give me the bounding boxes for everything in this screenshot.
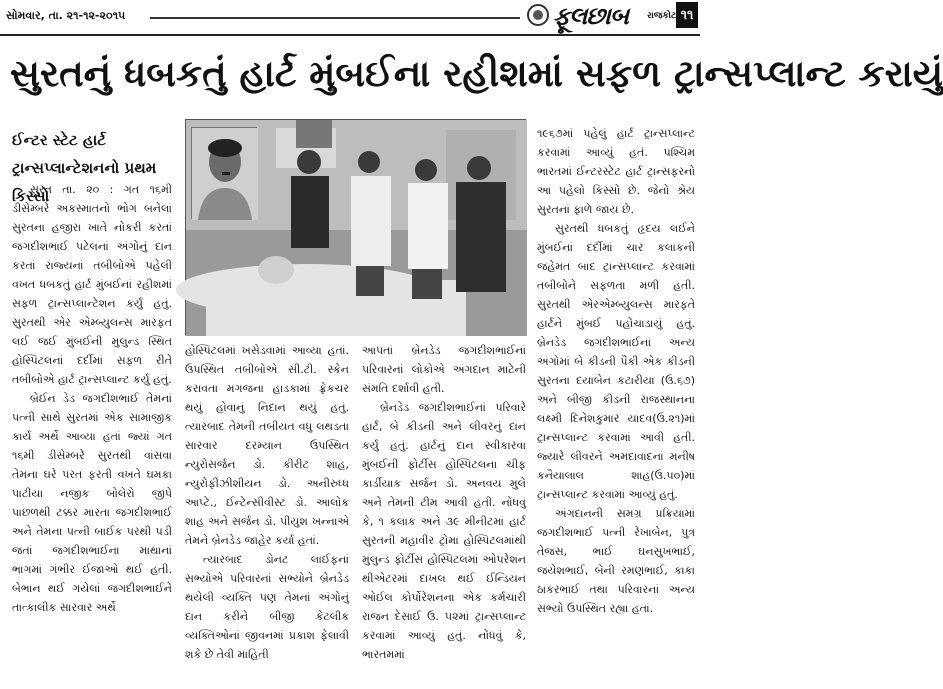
issue-date: સોમવાર, તા. ૨૧-૧૨-૨૦૧૫ (6, 9, 126, 22)
edition-label: રાજકોટ (647, 11, 677, 21)
article-column-1 (12, 180, 172, 685)
page-header (0, 0, 700, 36)
page-number: ૧૧ (676, 2, 698, 28)
newspaper-logo: ફૂલછાબ (553, 2, 628, 30)
paragraph: ત્યારબાદ ડોનટ લાઈફનાં સભ્યોએ પરિવારનાં સભ્યોને બ્રેનડેડ થયેલી વ્યક્તિ પણ તેમનાં અંગોનું દાન કરીને બીજી કેટલીક વ્યક્તિઓનાં જીવનમાં પ્રકાશ ફેલાવી શકે છે તેવી માહિતી (185, 553, 349, 661)
article-headline: સુરતનું ધબકતું હાર્ટ મુંબઈના રહીશમાં સફળ ટ્રાન્સપ્લાન્ટ કરાયું (10, 52, 943, 95)
paragraph: અંગદાનની સમગ્ર પ્રક્રિયામાં જગદીશભાઈ પત્ની રેખાબેન, પુત્ર તેજસ, ભાઈ ઘનસુખભાઈ, જયેશભાઈ, બેની રમણભાઈ, કાકા ઠાકરભાઈ તથા પરિવારનાં અન્ય સભ્યો ઉપસ્થિત રહ્યા હતાં. (537, 507, 695, 615)
paragraph: સુરતથી ધબકતું હૃદય લઈને મુંબઈનાં દર્દીમાં ચાર કલાકની જહેમત બાદ ટ્રાન્સપ્લાન્ટ કરવામાં તબીબોને સફળતા મળી હતી. સુરતથી એરએમ્બ્યુલન્સ મારફતે હાર્ટને મુંબઈ પહોંચાડાયું હતું. બ્રેનડેડ જગદીશભાઈનાં અન્ય અંગોમાં બે કીડની પૈકી એક કીડની સુરતના દયાબેન કટારીયા (ઉ.૬૭) અને બીજી કીડની રાજસ્થાનના લક્ષ્મી દિનેશકુમાર યાદવ(ઉ.૨૧)માં ટ્રાન્સપ્લાન્ટ કરવામાં આવી હતી. જ્યારે લીવરને અમદાવાદનાં મનીષ કનૈયાલાલ શાહ(ઉ.૫૦)માં ટ્રાન્સપ્લાન્ટ કરવામાં આવ્યું હતું. (537, 222, 695, 501)
portrait-illustration (192, 128, 258, 220)
paragraph: સુરત તા. ૨૦ : ગત ૧૬મી ડીસેમ્બરે અકસ્માતનો ભોગ બનેલાં સુરતના હજીરા ખાતે નોકરી કરતાં જગદીશભાઈ પટેલનાં અંગોનું દાન કરતાં રાજ્યનાં તબીબોએ પહેલી વખત ધબકતું હાર્ટ મુંબઈનાં રહીશમાં સફળ ટ્રાન્સપ્લાન્ટેશન કર્યું હતું. સુરતથી એર એમ્બ્યુલન્સ મારફત લઈ જઈ મુંબઈની મુલુન્ડ સ્થિત હોસ્પિટલનાં દર્દીમાં સફળ રીતે તબીબોએ હાર્ટ ટ્રાન્સપ્લાન્ટ કર્યુ હતું. (12, 183, 172, 386)
paragraph: ૧૯૬૭માં પહેલું હાર્ટ ટ્રાન્સપ્લાન્ટ કરવામાં આવ્યું હતં. પશ્ચિમ ભારતમાં ઈન્ટરસ્ટેટ હાર્ટ ટ્રાન્સફરનો આ પહેલો કિસ્સો છે. જેનો શ્રેય સુરતનાં ફાળે જાય છે. (537, 127, 695, 216)
paragraph: બ્રેનડેડ જગદીશભાઈનાં પરિવારે હાર્ટ, બે કીડની અને લીવરનું દાન કર્યુ હતું. હાર્ટનું દાન સ્વીકારવા મુંબઈની ફોર્ટીસ હોસ્પિટલના ચીફ કાર્ડીયાક સર્જન ડો. અનવય મુલે અને તેમની ટીમ આવી હતી. નોંધવું કે, ૧ કલાક અને ૩૯ મીનીટમાં હાર્ટ સુરતની મહાવીર ટ્રોમા હોસ્પિટલમાંથી મુલુન્ડ ફોર્ટીસ હોસ્પિટલમાં ઓપરેશન થીએટરમાં દાખલ થઈ ઈન્ડિયન ઓઈલ કોર્પોરેશનના એક કર્મચારી રાજન દેસાઈ ઉ. ૫૨માં ટ્રાન્સપ્લાન્ટ કરવામાં આવ્યું હતું. નોંધવું કે, ભારતમમાં (362, 401, 526, 661)
article-column-2 (185, 341, 349, 685)
paragraph: હોસ્પિટલમાં ખસેડવામાં આવ્યા હતાં. ઉપસ્થિત તબીબોએ સી.ટી. સ્કેન કરાવતા મગજના હાડકામાં ફ્રેકચર થયું હોવાનું નિદાન થયું હતું. ત્યારબાદ તેમની તબીયત વધુ લથડતા સારવાર દરમ્યાન ઉપસ્થિત ન્યુરોસર્જન ડો. કીરીટ શાહ, ન્યુરોફીઝીશીયન ડો. અનીરુધ્ધ આપ્ટે., ઈન્ટેન્સીવીસ્ટ ડો. આલોક શાહ અને સર્જન ડો. પીયુશ ખન્નાએ તેમને બ્રેનડેડ જાહેર કર્યા હતાં. (185, 344, 349, 547)
paragraph: બ્રેઈન ડેડ જગદીશભાઈ તેમનાં પત્ની સાથે સુરતમાં એક સામાજીક કાર્ય અર્થે આવ્યા હતાં જ્યાં ગત ૧૬મી ડીસેમ્બરે સુરતથી વાંસવા તેમના ઘરે પરત ફરતી વખતે ઘમકા પાટીયા નજીક બોલેરો જીપે પાછળથી ટક્કર મારતા જગદીશભાઈ અને તેમના પત્ની બાઈક પરથી પડી જતાં જગદીશભાઈના માથાનાં ભાગમાં ગંભીર ઈજાઓ થઈ હતી. બેભાન થઈ ગયેલાં જગદીશભાઈને તાત્કાલીક સારવાર અર્થે (12, 392, 172, 614)
emblem-icon (527, 4, 549, 26)
paragraph: આપતાં બ્રેનડેડ જગદીશભાઈનાં પરિવારનાં લોકોએ અંગદાન માટેની સંમતિ દર્શાવી હતી. (362, 344, 526, 395)
article-subhead: ઈન્ટર સ્ટેટ હાર્ટ ટ્રાન્સપ્લાન્ટેશનનો પ્રથમ કિસ્સો (12, 131, 157, 205)
inset-portrait (191, 127, 257, 219)
article-column-4 (537, 124, 695, 685)
header-rule (150, 17, 520, 19)
article-column-3 (362, 341, 526, 685)
